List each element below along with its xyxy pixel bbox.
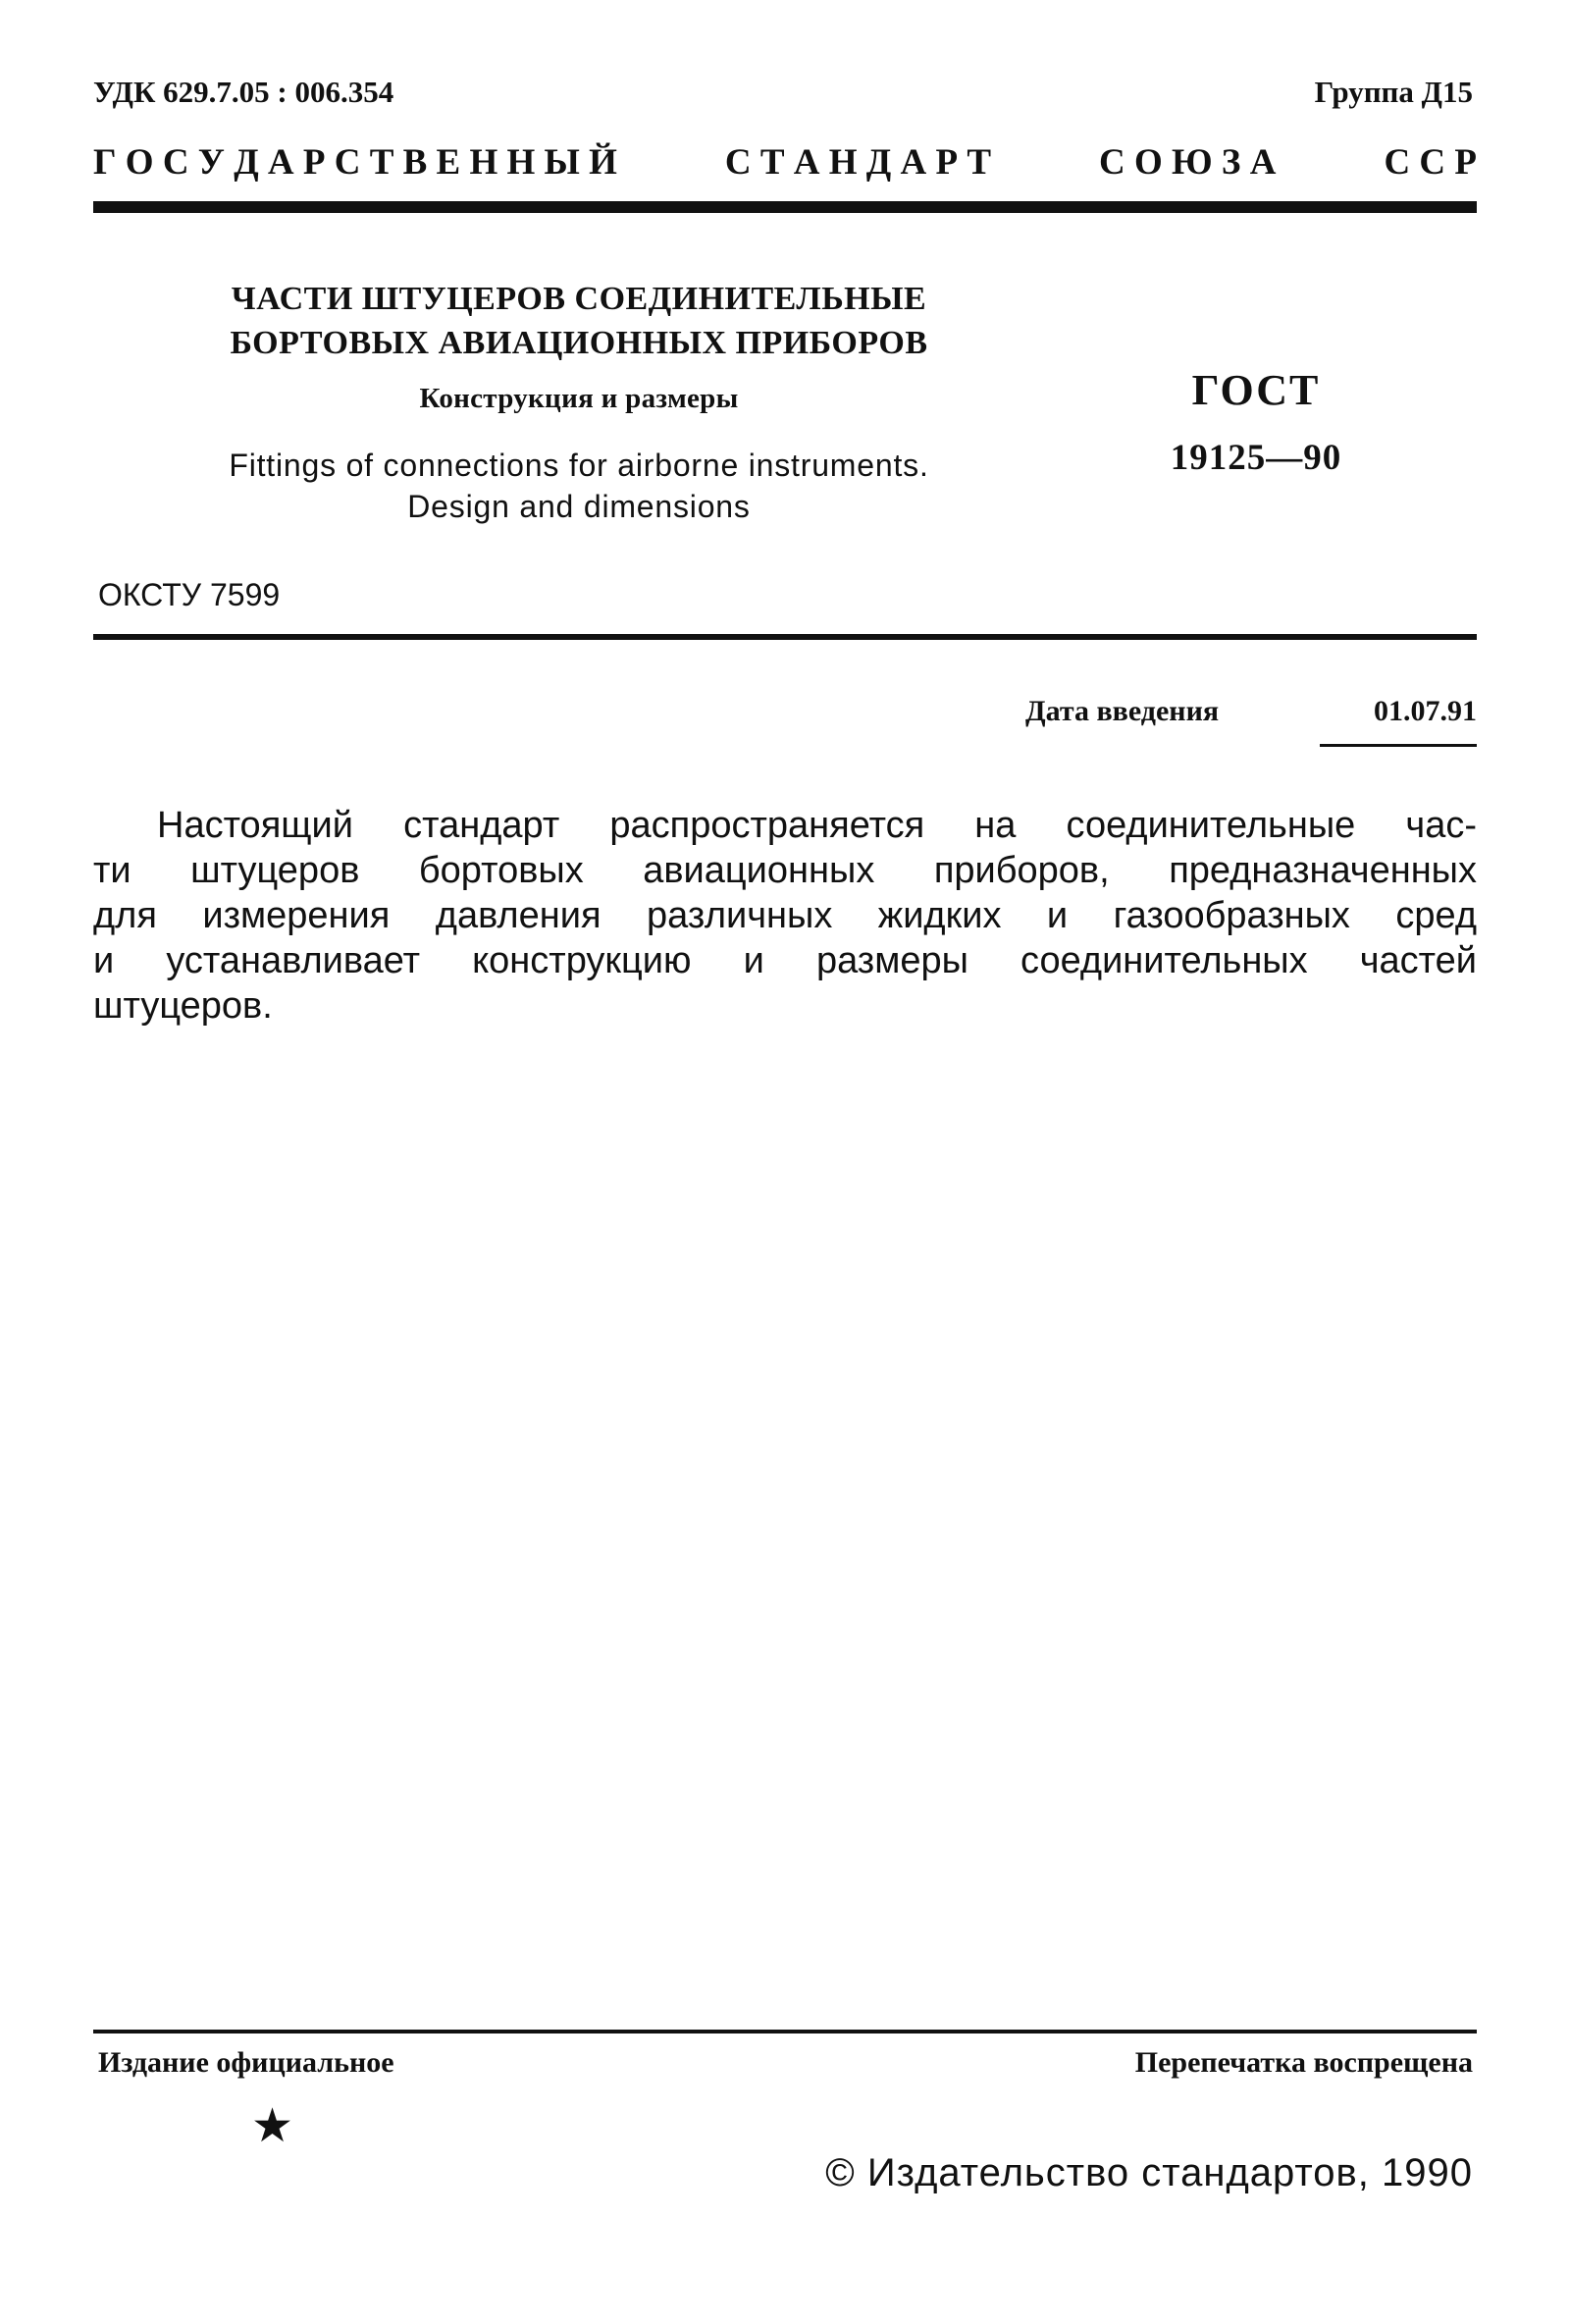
title-block [118, 277, 1040, 527]
section-divider [93, 634, 1477, 640]
state-standard-word: С О Ю З А [1099, 142, 1277, 183]
introduction-date-value: 01.07.91 [1374, 695, 1477, 727]
english-title-line-2: Design and dimensions [407, 489, 751, 524]
title-line-1: ЧАСТИ ШТУЦЕРОВ СОЕДИНИТЕЛЬНЫЕ [231, 281, 927, 317]
state-standard-word: Г О С У Д А Р С Т В Е Н Н Ы Й [93, 142, 617, 183]
paragraph-line: для измерения давления различных жидких и газообразных сред [93, 895, 1477, 936]
paragraph-line: и устанавливает конструкцию и размеры соединительных частей [93, 940, 1477, 981]
official-edition-note: Издание официальное [98, 2046, 394, 2079]
introduction-date-label: Дата введения [1025, 695, 1220, 727]
paragraph-line: штуцеров. [93, 985, 273, 1027]
state-standard-word: С Т А Н Д А Р Т [724, 142, 992, 183]
gost-block [1119, 365, 1393, 479]
english-title-line-1: Fittings of connections for airborne instruments. [229, 448, 929, 483]
subtitle: Конструкция и размеры [419, 383, 739, 414]
footer-divider [93, 2030, 1477, 2034]
okstu-code: ОКСТУ 7599 [98, 577, 281, 612]
udk-code: УДК 629.7.05 : 006.354 [93, 75, 394, 109]
header-divider [93, 201, 1477, 213]
title-line-2: БОРТОВЫХ АВИАЦИОННЫХ ПРИБОРОВ [230, 325, 928, 361]
state-standard-title [93, 141, 1477, 184]
reprint-prohibited-note: Перепечатка воспрещена [1134, 2046, 1473, 2079]
state-standard-word: С С Р [1384, 142, 1477, 183]
paragraph-line: Настоящий стандарт распространяется на соединительные час- [157, 805, 1477, 846]
gost-label: ГОСТ [1191, 366, 1321, 414]
copyright-note: © Издательство стандартов, 1990 [825, 2151, 1473, 2194]
paragraph-line: ти штуцеров бортовых авиационных приборов, предназначенных [93, 850, 1477, 891]
date-underline [1320, 744, 1477, 747]
scope-paragraph [93, 803, 1477, 1029]
gost-number: 19125—90 [1170, 438, 1342, 478]
star-icon: ★ [251, 2098, 294, 2153]
group-code: Группа Д15 [1314, 75, 1473, 109]
